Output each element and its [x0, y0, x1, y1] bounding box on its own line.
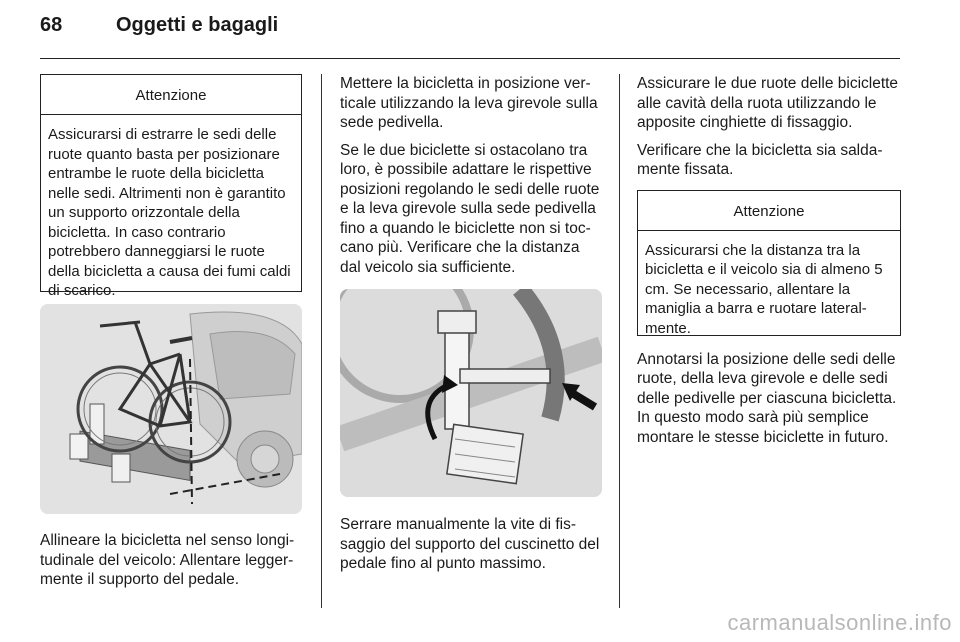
page-number: 68 [40, 14, 63, 36]
paragraph-straps: Assicurare le due ruote delle biciclette alle cavità della ruota utilizzando le apposite cinghiette di fissaggio. [637, 75, 899, 131]
header-rule [40, 58, 900, 59]
bicycle-carrier-figure [40, 304, 302, 514]
paragraph-note-positions: Annotarsi la posizione delle sedi delle ruote, della leva girevole e delle sedi delle pedivelle per ciascuna bicicletta. In questo modo sarà più semplice montare le stesse biciclette in futuro. [637, 350, 897, 446]
page-header [40, 14, 278, 54]
warning-text: Assicurarsi che la distanza tra la bicicletta e il veicolo sia di almeno 5 cm. Se necessario, allentare la maniglia a barra e ruotare lateralmente. [645, 241, 883, 337]
warning-title: Attenzione [41, 75, 301, 115]
chapter-title: Oggetti e bagagli [116, 14, 279, 36]
column-3 [637, 74, 901, 455]
warning-box [637, 190, 901, 336]
paragraph-verify: Verificare che la bicicletta sia saldamente fissata. [637, 141, 883, 178]
column-2 [340, 74, 602, 582]
column-divider [619, 74, 620, 608]
warning-box [40, 74, 302, 299]
paragraph-adjust: Se le due biciclette si ostacolano tra loro, è possibile adattare le rispettive posizioni regolando le sedi delle ruote e la leva girevole sulla sede pedivella fino a quando le biciclette non si toccano più. Verificare che la distanza dal veicolo sia sufficiente. [340, 141, 600, 276]
warning-text: Assicurarsi di estrarre le sedi delle ruote quanto basta per posizionare entrambe le ruote della bicicletta nelle sedi. Altrimenti non è garantito un supporto orizzontale della bicicletta. In caso contrario potrebbero danneggiarsi le ruote della bicicletta a causa dei fumi caldi di scarico. [48, 126, 291, 299]
warning-title: Attenzione [638, 191, 900, 231]
pedal-support-clamp-illustration-icon [340, 289, 602, 497]
paragraph-align: Allineare la bicicletta nel senso longitudinale del veicolo: Allentare leggermente il supporto del pedale. [40, 532, 295, 588]
paragraph-tighten: Serrare manualmente la vite di fissaggio del supporto del cuscinetto del pedale fino al punto massimo. [340, 516, 600, 572]
column-1 [40, 74, 302, 598]
paragraph-vertical: Mettere la bicicletta in posizione verticale utilizzando la leva girevole sulla sede pedivella. [340, 75, 598, 131]
bicycle-on-carrier-illustration-icon [40, 304, 302, 514]
column-divider [321, 74, 322, 608]
pedal-clamp-figure [340, 289, 602, 497]
watermark: carmanualsonline.info [727, 610, 952, 635]
